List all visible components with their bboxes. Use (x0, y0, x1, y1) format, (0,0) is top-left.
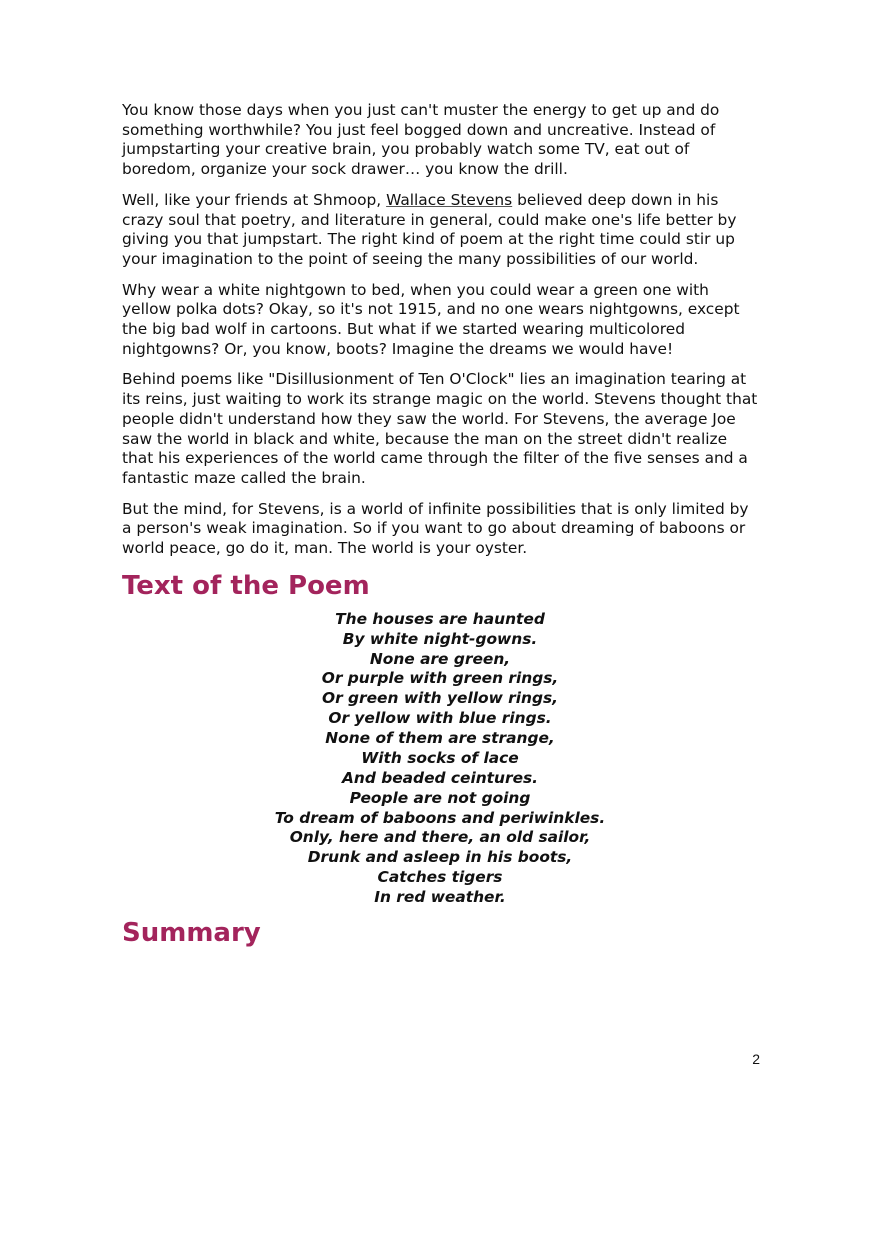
poem-line: None of them are strange, (325, 729, 555, 748)
poem-line: Or green with yellow rings, (321, 689, 558, 708)
poem-section-heading: Text of the Poem (122, 570, 370, 601)
poem-line: In red weather. (374, 888, 506, 907)
page-number: 2 (752, 1051, 760, 1067)
intro-paragraph-2 (122, 191, 758, 270)
poem-line: Drunk and asleep in his boots, (307, 848, 573, 867)
poem-line: The houses are haunted (335, 609, 545, 628)
poem-line: With socks of lace (361, 748, 519, 767)
intro-paragraph-4: Behind poems like "Disillusionment of Ten O'Clock" lies an imagination tearing at its reins, just waiting to work its strange magic on the world. Stevens thought that people didn't understand how they saw the world. For Stevens, the average Joe saw the world in black and white, because the man on the street didn't realize that his experiences of the world came through the filter of the five senses and a fantastic maze called the brain. (122, 370, 758, 487)
poem-line: And beaded ceintures. (341, 768, 539, 787)
wallace-stevens-link[interactable]: Wallace Stevens (386, 190, 513, 209)
intro-paragraph-5: But the mind, for Stevens, is a world of infinite possibilities that is only limited by a person's weak imagination. So if you want to go about dreaming of baboons or world peace, go do it, man. The world is your oyster. (122, 499, 749, 558)
poem-line: Catches tigers (377, 868, 503, 887)
poem-line: None are green, (369, 649, 511, 668)
intro-paragraph-2-lead: Well, like your friends at Shmoop, (122, 190, 387, 209)
poem-line: To dream of baboons and periwinkles. (274, 808, 606, 827)
poem-line: Or yellow with blue rings. (328, 709, 552, 728)
poem-line: Or purple with green rings, (321, 669, 559, 688)
page-content (122, 101, 758, 949)
summary-section-heading: Summary (122, 917, 261, 948)
intro-paragraph-1: You know those days when you just can't muster the energy to get up and do something worthwhile? You just feel bogged down and uncreative. Instead of jumpstarting your creative brain, you probably watch some TV, eat out of boredom, organize your sock drawer… you know the drill. (122, 101, 720, 179)
poem-text (122, 610, 758, 908)
intro-paragraph-2-rest: believed deep down in his crazy soul that poetry, and literature in general, could make one's life better by giving you that jumpstart. The right kind of poem at the right time could stir up your imagination to the point of seeing the many possibilities of our world. (122, 190, 737, 268)
poem-line: People are not going (349, 788, 531, 807)
poem-line: Only, here and there, an old sailor, (289, 828, 591, 847)
poem-line: By white night-gowns. (342, 629, 538, 648)
intro-paragraph-3: Why wear a white nightgown to bed, when you could wear a green one with yellow polka dots? Okay, so it's not 1915, and no one wears nightgowns, except the big bad wolf in cartoons. But what if we started wearing multicolored nightgowns? Or, you know, boots? Imagine the dreams we would have! (122, 280, 740, 358)
